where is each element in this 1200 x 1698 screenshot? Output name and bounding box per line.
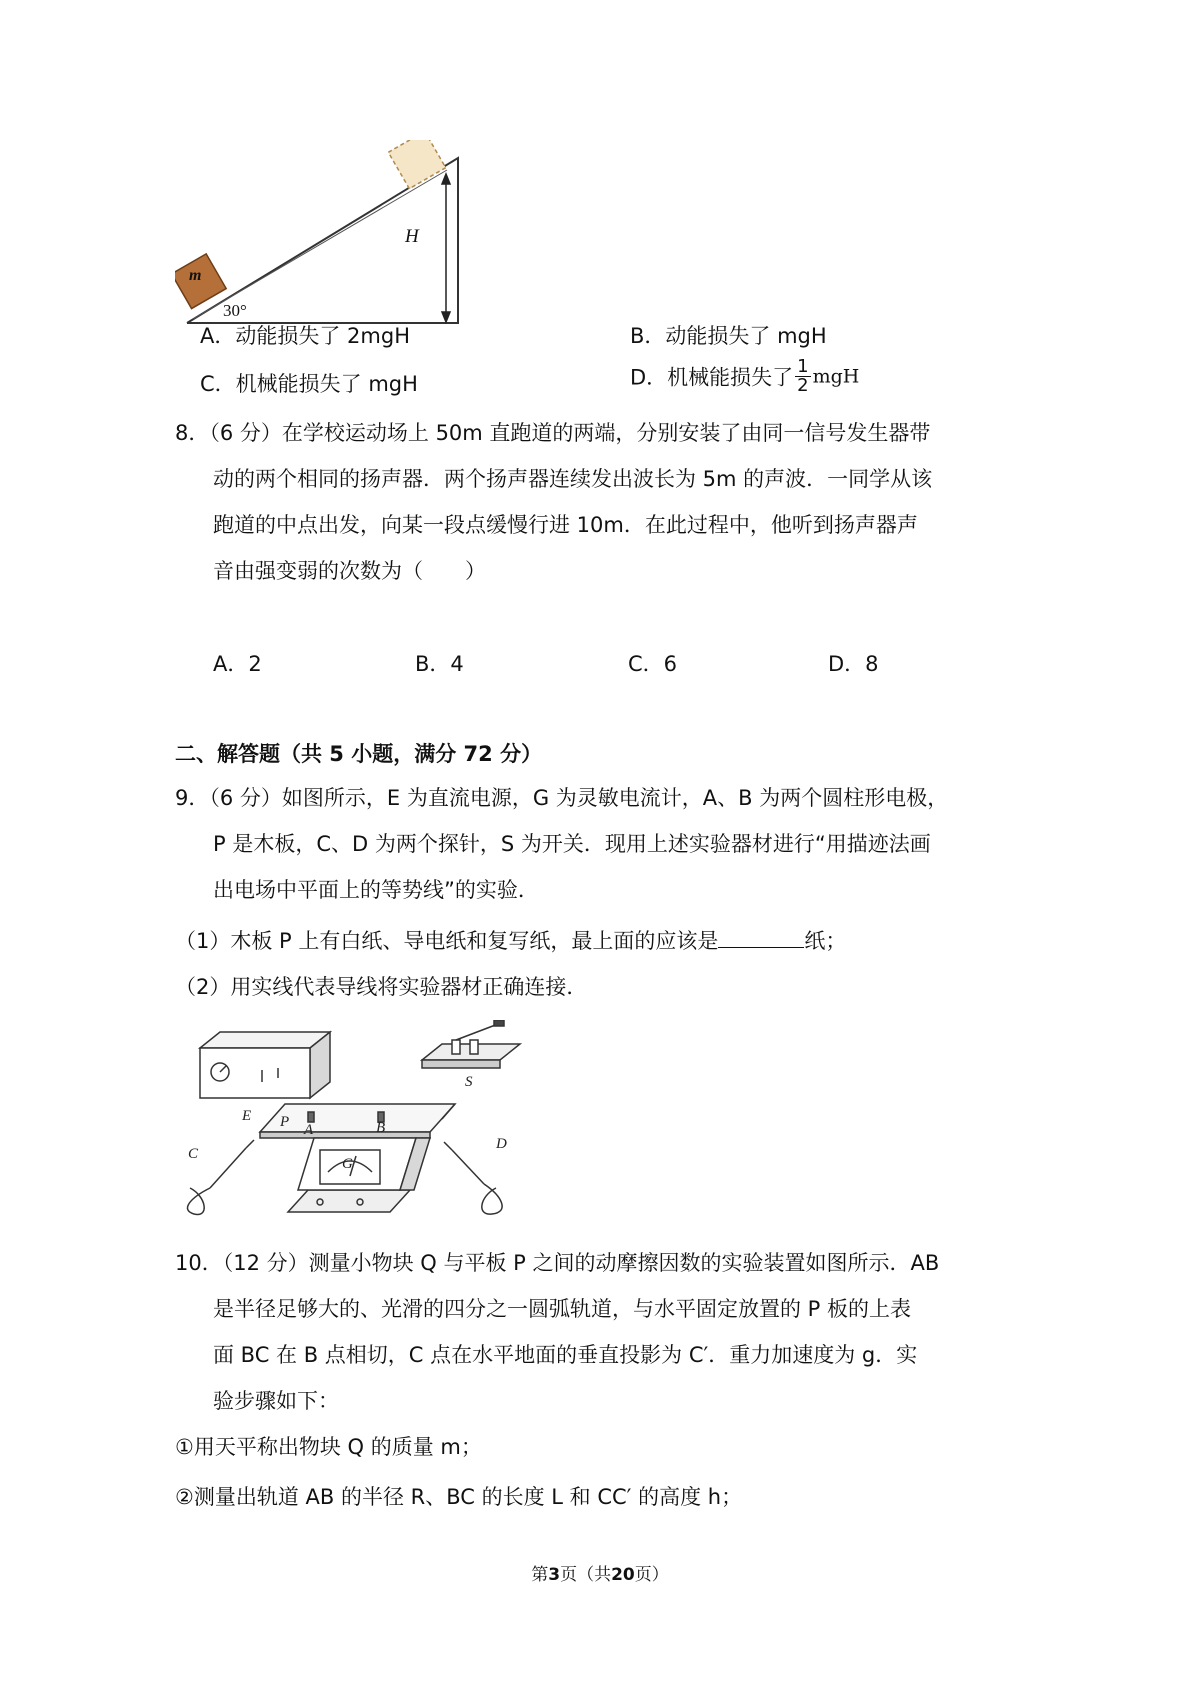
height-label: H [405,226,419,247]
footer-current-page: 3 [548,1565,561,1585]
page-footer [0,1560,1200,1585]
label-p: P [280,1114,290,1130]
q7-option-b: B．动能损失了 mgH [630,324,827,348]
label-d: D [496,1136,507,1152]
footer-total-pages: 20 [611,1565,635,1585]
q9-line-2: P 是木板，C、D 为两个探针，S 为开关．现用上述实验器材进行“用描迹法画 [213,832,931,856]
q7-option-d-suffix: mgH [812,365,860,388]
angle-label: 30° [223,301,247,320]
q10-line-2: 是半径足够大的、光滑的四分之一圆弧轨道，与水平固定放置的 P 板的上表 [213,1297,912,1321]
fraction-denominator: 2 [797,375,809,396]
label-c: C [188,1146,199,1162]
galvanometer [288,1138,430,1212]
fraction-numerator: 1 [797,356,809,377]
q8-option-a: A．2 [213,652,262,676]
q9-subquestion-1 [175,918,846,964]
q9-subquestion-2: （2）用实线代表导线将实验器材正确连接． [175,975,588,999]
q10-line-4: 验步骤如下： [213,1389,339,1413]
incline-figure [175,140,475,330]
label-s: S [465,1074,473,1090]
q10-step-1: ①用天平称出物块 Q 的质量 m； [175,1435,482,1459]
label-e: E [242,1108,252,1124]
probe-d [444,1142,502,1214]
apparatus-figure [180,1020,540,1220]
q7-option-d-prefix: D．机械能损失了 [630,365,794,390]
q8-option-c: C．6 [628,652,678,676]
height-arrow [442,174,450,322]
section-title: 二、解答题（共 5 小题，满分 72 分） [175,742,543,766]
q7-option-a: A．动能损失了 2mgH [200,324,410,348]
q8-line-3: 跑道的中点出发，向某一段点缓慢行进 10m．在此过程中，他听到扬声器声 [213,513,918,537]
label-g: G [342,1156,353,1172]
q8-line-4: 音由强变弱的次数为（ ） [213,559,486,583]
q9-line-1: 9．（6 分）如图所示，E 为直流电源，G 为灵敏电流计，A、B 为两个圆柱形电极， [175,786,949,810]
q7-option-c: C．机械能损失了 mgH [200,372,418,396]
label-a: A [304,1122,314,1138]
mass-label: m [189,267,202,284]
q8-line-1: 8．（6 分）在学校运动场上 50m 直跑道的两端，分别安装了由同一信号发生器带 [175,421,931,445]
q8-option-d: D．8 [828,652,879,676]
footer-prefix: 第 [531,1565,549,1585]
q9-line-3: 出电场中平面上的等势线”的实验． [213,878,539,902]
q10-line-3: 面 BC 在 B 点相切，C 点在水平地面的垂直投影为 C′．重力加速度为 g．实 [213,1343,918,1367]
power-supply-box [200,1032,330,1098]
q7-option-d [630,358,859,395]
fraction-one-half [795,358,810,395]
q10-line-1: 10．（12 分）测量小物块 Q 与平板 P 之间的动摩擦因数的实验装置如图所示．AB [175,1251,940,1275]
footer-suffix: 页） [634,1565,669,1585]
q9-sub1-suffix: 纸； [804,929,847,953]
switch [422,1020,520,1068]
q10-step-2: ②测量出轨道 AB 的半径 R、BC 的长度 L 和 CC′ 的高度 h； [175,1485,743,1509]
board [260,1104,455,1138]
footer-middle: 页（共 [560,1565,612,1585]
answer-blank[interactable] [718,929,804,948]
q8-option-b: B．4 [415,652,464,676]
label-b: B [376,1120,386,1136]
top-block-dashed [388,140,445,189]
q9-sub1-text: （1）木板 P 上有白纸、导电纸和复写纸，最上面的应该是 [175,929,719,953]
q8-line-2: 动的两个相同的扬声器．两个扬声器连续发出波长为 5m 的声波．一同学从该 [213,467,933,491]
